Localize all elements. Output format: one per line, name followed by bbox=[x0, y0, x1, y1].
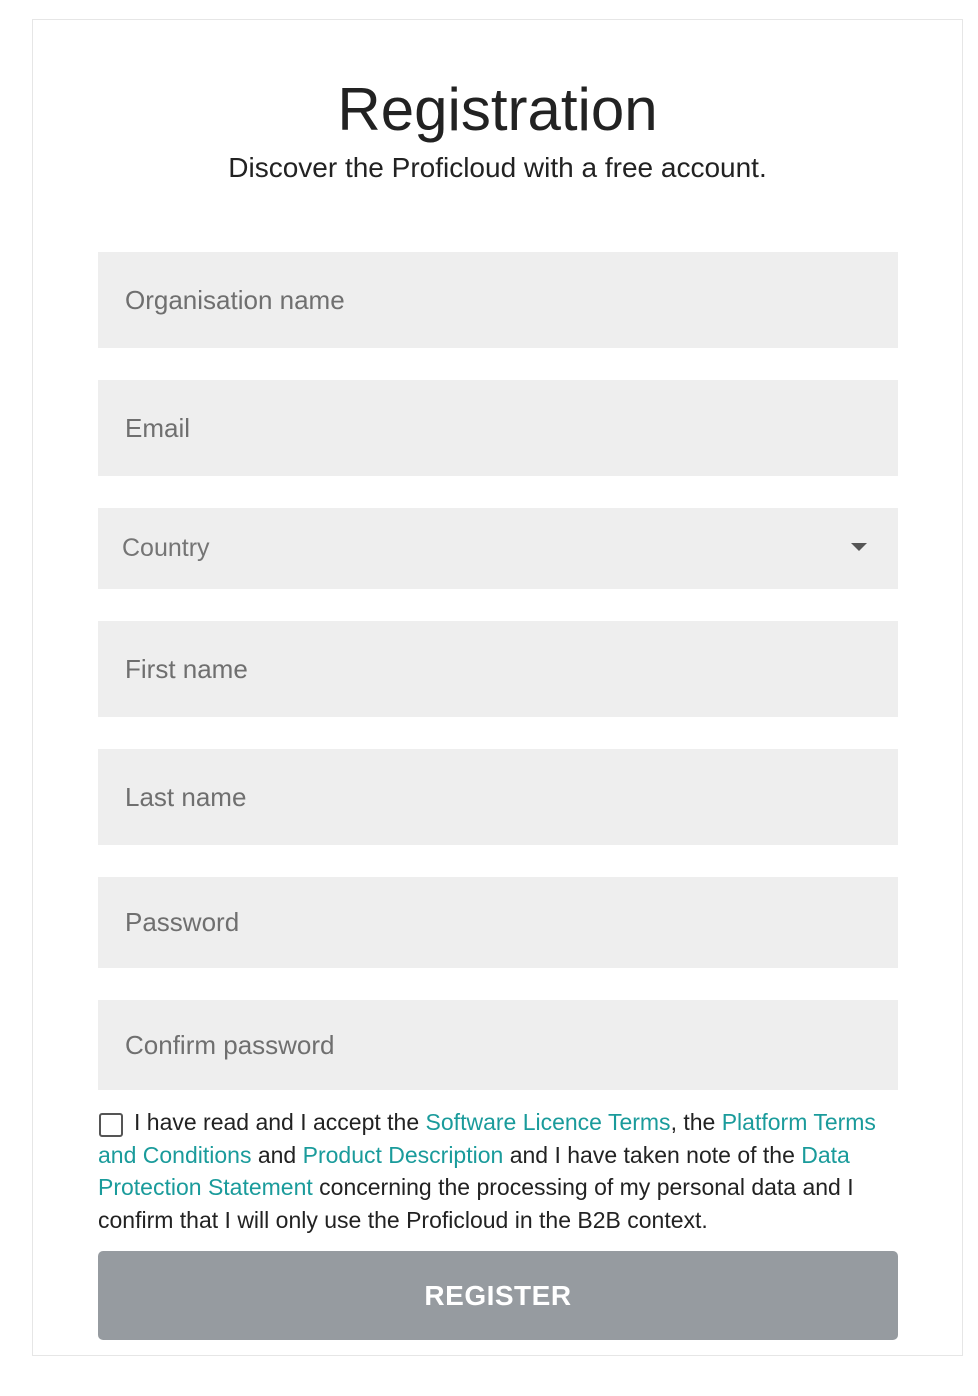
last-name-input[interactable] bbox=[98, 749, 898, 845]
consent-text-1: I have read and I accept the bbox=[134, 1109, 426, 1135]
chevron-down-icon bbox=[851, 543, 867, 551]
first-name-input[interactable] bbox=[98, 621, 898, 717]
organisation-name-input[interactable] bbox=[98, 252, 898, 348]
email-input[interactable] bbox=[98, 380, 898, 476]
consent-text-2: , the bbox=[670, 1109, 722, 1135]
software-licence-terms-link[interactable]: Software Licence Terms bbox=[425, 1109, 671, 1135]
data-protection-statement-link[interactable]: Data Protection Statement bbox=[98, 1141, 850, 1200]
password-input[interactable] bbox=[98, 877, 898, 968]
consent-text-3: and bbox=[251, 1141, 303, 1168]
page-subtitle: Discover the Proficloud with a free account. bbox=[228, 152, 767, 183]
country-select[interactable] bbox=[98, 508, 898, 589]
confirm-password-input[interactable] bbox=[98, 1000, 898, 1090]
consent-text-5: concerning the processing of my personal data and I confirm that I will only use the Proficloud in the B2B context. bbox=[98, 1174, 854, 1233]
register-button[interactable]: REGISTER bbox=[98, 1251, 898, 1340]
country-select-label: Country bbox=[122, 534, 210, 562]
page-title: Registration bbox=[337, 76, 658, 143]
product-description-link[interactable]: Product Description bbox=[302, 1141, 504, 1168]
terms-consent-text bbox=[98, 1106, 898, 1236]
consent-text-4: and I have taken note of the bbox=[503, 1141, 802, 1168]
platform-terms-link[interactable]: Platform Terms and Conditions bbox=[98, 1109, 876, 1168]
